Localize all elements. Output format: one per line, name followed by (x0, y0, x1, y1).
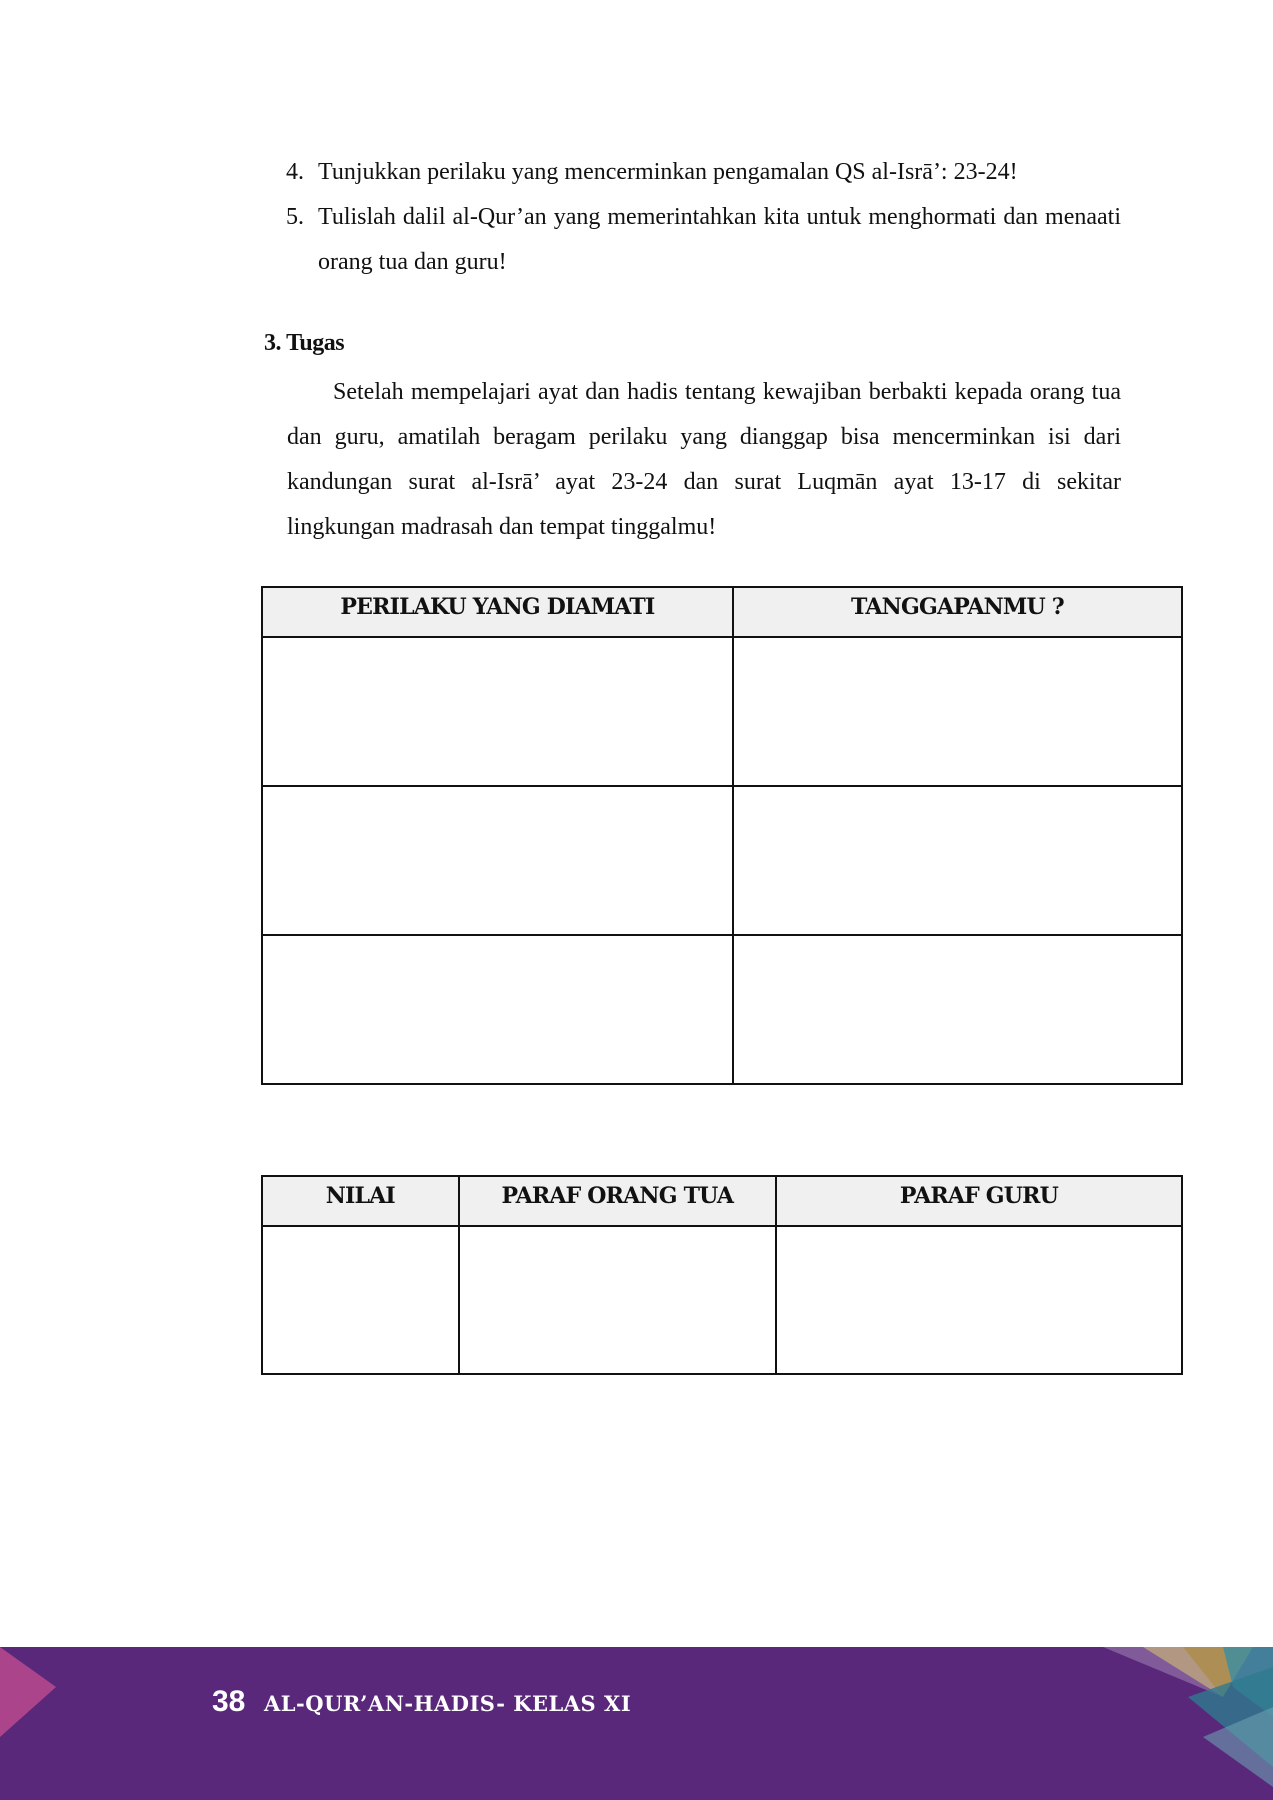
question-item (286, 150, 1121, 195)
page-number: 38 (212, 1685, 246, 1718)
table-cell-teacher-signature[interactable] (776, 1226, 1182, 1374)
column-header-observed-behavior: PERILAKU YANG DIAMATI (262, 587, 733, 637)
table-cell-behavior[interactable] (262, 637, 733, 786)
table-cell-grade[interactable] (262, 1226, 459, 1374)
table-header-row (262, 587, 1182, 637)
table-row (262, 1226, 1182, 1374)
table-cell-response[interactable] (733, 637, 1182, 786)
question-number: 4. (286, 159, 304, 185)
column-header-teacher-signature: PARAF GURU (776, 1176, 1182, 1226)
question-item (286, 195, 1121, 285)
table-cell-behavior[interactable] (262, 786, 733, 935)
table-row (262, 786, 1182, 935)
book-title: AL-QUR’AN-HADIS- KELAS XI (264, 1691, 632, 1716)
question-text: Tunjukkan perilaku yang mencerminkan pengamalan QS al-Isrā’: 23-24! (318, 159, 1018, 185)
column-header-response: TANGGAPANMU ? (733, 587, 1182, 637)
table-cell-behavior[interactable] (262, 935, 733, 1084)
grade-table (261, 1175, 1183, 1375)
section-heading: 3. Tugas (264, 330, 345, 356)
table-row (262, 935, 1182, 1084)
table-header-row (262, 1176, 1182, 1226)
question-list (286, 150, 1121, 285)
observation-table (261, 586, 1183, 1085)
column-header-parent-signature: PARAF ORANG TUA (459, 1176, 776, 1226)
table-cell-parent-signature[interactable] (459, 1226, 776, 1374)
triangle-decoration-icon (0, 1647, 70, 1800)
question-text: Tulislah dalil al-Qur’an yang memerintahkan kita untuk menghormati dan menaati orang tua dan guru! (318, 204, 1121, 275)
question-number: 5. (286, 204, 304, 230)
task-paragraph: Setelah mempelajari ayat dan hadis tentang kewajiban berbakti kepada orang tua dan guru, amatilah beragam perilaku yang dianggap bisa mencerminkan isi dari kandungan surat al-Isrā’ ayat 23-24 dan surat Luqmān ayat 13-17 di sekitar lingkungan madrasah dan tempat tinggalmu! (287, 379, 1121, 540)
table-cell-response[interactable] (733, 786, 1182, 935)
column-header-grade: NILAI (262, 1176, 459, 1226)
geometric-decoration-icon (1103, 1647, 1273, 1800)
table-row (262, 637, 1182, 786)
table-cell-response[interactable] (733, 935, 1182, 1084)
page-footer (0, 1647, 1273, 1800)
